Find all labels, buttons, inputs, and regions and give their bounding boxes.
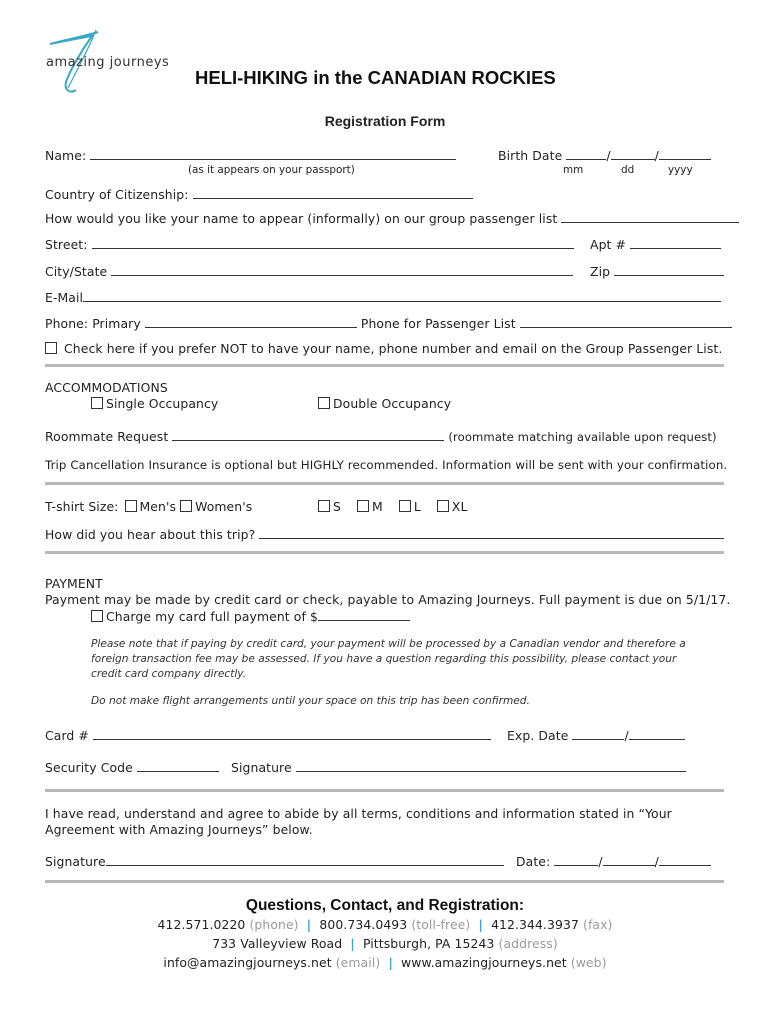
zip-label: Zip [590, 264, 611, 279]
citizenship-row [45, 186, 473, 202]
informal-name-row [45, 210, 739, 226]
hear-row [45, 526, 724, 542]
section-divider [45, 789, 724, 792]
agreement-line2: Agreement with Amazing Journeys” below. [45, 822, 313, 837]
email-row [45, 289, 721, 305]
street-field[interactable] [92, 236, 574, 249]
birth-year-field[interactable] [659, 147, 711, 160]
contact-web-line [0, 955, 770, 970]
agreement-line1: I have read, understand and agree to abide by all terms, conditions and information stated in “Your [45, 806, 672, 821]
hear-field[interactable] [259, 526, 724, 539]
birth-date-row: Birth Date / / [498, 147, 711, 163]
section-divider [45, 364, 724, 367]
agreement-year-field[interactable] [659, 853, 711, 866]
agreement-signature-label: Signature [45, 854, 106, 869]
birth-month-field[interactable] [566, 147, 606, 160]
card-number-field[interactable] [93, 727, 491, 740]
optout-checkbox[interactable] [45, 342, 57, 354]
size-l-label: L [413, 499, 421, 514]
contact-heading: Questions, Contact, and Registration: [245, 897, 525, 914]
exp-label: Exp. Date [507, 728, 569, 743]
card-row [45, 727, 491, 743]
email-tag: (email) [335, 955, 381, 970]
roommate-field[interactable] [172, 428, 444, 441]
city-row [45, 263, 573, 279]
roommate-note: (roommate matching available upon request) [448, 430, 717, 444]
phone-list-field[interactable] [520, 315, 732, 328]
size-l-checkbox[interactable] [399, 500, 411, 512]
street-address: 733 Valleyview Road [212, 936, 343, 951]
single-occupancy-option [91, 396, 218, 411]
street-label: Street: [45, 237, 88, 252]
agreement-date-row: Date: / / [516, 853, 711, 869]
zip-field[interactable] [614, 263, 724, 276]
hear-label: How did you hear about this trip? [45, 527, 256, 542]
size-xl-label: XL [451, 499, 468, 514]
contact-phones-line [0, 917, 770, 932]
size-m-label: M [372, 499, 383, 514]
payment-text: Payment may be made by credit card or check, payable to Amazing Journeys. Full payment is due on 5/1/17. [45, 592, 731, 607]
mm-label: mm [563, 164, 584, 176]
apt-label: Apt # [590, 237, 627, 252]
size-xl-checkbox[interactable] [437, 500, 449, 512]
website-link[interactable]: www.amazingjourneys.net [401, 955, 567, 970]
separator-bar: | [306, 917, 312, 932]
dd-label: dd [621, 164, 635, 176]
informal-name-field[interactable] [561, 210, 739, 223]
city-field[interactable] [111, 263, 573, 276]
contact-address-line [0, 936, 770, 951]
birth-day-field[interactable] [611, 147, 655, 160]
phone-list-label: Phone for Passenger List [360, 316, 516, 331]
separator-bar: | [350, 936, 355, 951]
section-divider [45, 880, 724, 883]
roommate-row [45, 428, 717, 444]
phone-label: Phone: Primary [45, 316, 141, 331]
name-field[interactable] [90, 147, 456, 160]
citizenship-field[interactable] [193, 186, 473, 199]
security-code-field[interactable] [137, 759, 219, 772]
mens-checkbox[interactable] [125, 500, 137, 512]
agreement-month-field[interactable] [554, 853, 598, 866]
separator-bar: | [388, 955, 393, 970]
phone-number: 412.571.0220 [157, 917, 246, 932]
size-options [318, 499, 468, 514]
page-title: HELI-HIKING in the CANADIAN ROCKIES [195, 67, 556, 88]
insurance-note: Trip Cancellation Insurance is optional but HIGHLY recommended. Information will be sent with your confirmation. [45, 458, 728, 472]
size-s-label: S [333, 499, 341, 514]
single-occupancy-label: Single Occupancy [106, 396, 219, 411]
phone-field[interactable] [145, 315, 357, 328]
card-signature-field[interactable] [296, 759, 686, 772]
phone-tag: (phone) [249, 917, 299, 932]
double-occupancy-checkbox[interactable] [318, 397, 330, 409]
logo-text: amazing journeys [46, 55, 170, 70]
flight-note: Do not make flight arrangements until your space on this trip has been confirmed. [91, 695, 530, 707]
womens-checkbox[interactable] [180, 500, 192, 512]
agreement-signature-field[interactable] [106, 853, 504, 866]
passport-note: (as it appears on your passport) [188, 164, 355, 176]
charge-row [91, 608, 410, 624]
street-row [45, 236, 574, 252]
address-tag: (address) [498, 936, 558, 951]
citizenship-label: Country of Citizenship: [45, 187, 189, 202]
company-logo [40, 26, 170, 98]
zip-row [590, 263, 724, 279]
charge-amount-field[interactable] [318, 608, 410, 621]
payment-heading: PAYMENT [45, 576, 103, 591]
birth-date-label: Birth Date [498, 148, 563, 163]
name-label: Name: [45, 148, 87, 163]
fax-number: 412.344.3937 [491, 917, 579, 932]
tollfree-number: 800.734.0493 [319, 917, 408, 932]
city-address: Pittsburgh, PA 15243 [362, 936, 495, 951]
womens-label: Women's [195, 499, 253, 514]
size-s-checkbox[interactable] [318, 500, 330, 512]
separator-bar: | [478, 917, 484, 932]
accommodations-heading: ACCOMMODATIONS [45, 380, 168, 395]
web-tag: (web) [570, 955, 607, 970]
apt-row [590, 236, 721, 252]
security-label: Security Code [45, 760, 133, 775]
fax-tag: (fax) [583, 917, 613, 932]
email-label: E-Mail [45, 290, 84, 305]
agreement-signature-row [45, 853, 504, 869]
card-signature-label: Signature [231, 760, 292, 775]
card-note-line2: foreign transaction fee may be assessed. If you have a question regarding this possibility, please contact your [91, 653, 677, 665]
charge-card-checkbox[interactable] [91, 610, 103, 622]
exp-row: Exp. Date / [507, 727, 685, 743]
exp-year-field[interactable] [629, 727, 685, 740]
phone-row [45, 315, 732, 331]
double-occupancy-option [318, 396, 451, 411]
agreement-date-label: Date: [516, 854, 551, 869]
name-row [45, 147, 456, 163]
mens-label: Men's [139, 499, 177, 514]
tshirt-label: T-shirt Size: [45, 499, 119, 514]
optout-row [45, 341, 722, 356]
card-note-line3: credit card company directly. [91, 668, 247, 680]
exp-month-field[interactable] [572, 727, 624, 740]
optout-label: Check here if you prefer NOT to have your name, phone number and email on the Group Passenger List. [64, 341, 723, 356]
section-divider [45, 482, 724, 485]
card-note-line1: Please note that if paying by credit card, your payment will be processed by a Canadian vendor and therefore a [91, 638, 686, 650]
double-occupancy-label: Double Occupancy [333, 396, 452, 411]
roommate-label: Roommate Request [45, 429, 169, 444]
tshirt-row [45, 499, 252, 514]
informal-name-label: How would you like your name to appear (informally) on our group passenger list [45, 211, 558, 226]
charge-label: Charge my card full payment of $ [106, 609, 318, 624]
city-label: City/State [45, 264, 108, 279]
apt-field[interactable] [630, 236, 721, 249]
yyyy-label: yyyy [668, 164, 693, 176]
single-occupancy-checkbox[interactable] [91, 397, 103, 409]
card-label: Card # [45, 728, 89, 743]
section-divider [45, 551, 724, 554]
email-link[interactable]: info@amazingjourneys.net [163, 955, 332, 970]
email-field[interactable] [83, 289, 721, 302]
size-m-checkbox[interactable] [357, 500, 369, 512]
form-subtitle: Registration Form [324, 113, 446, 129]
tollfree-tag: (toll-free) [411, 917, 471, 932]
security-row [45, 759, 686, 775]
agreement-day-field[interactable] [603, 853, 655, 866]
